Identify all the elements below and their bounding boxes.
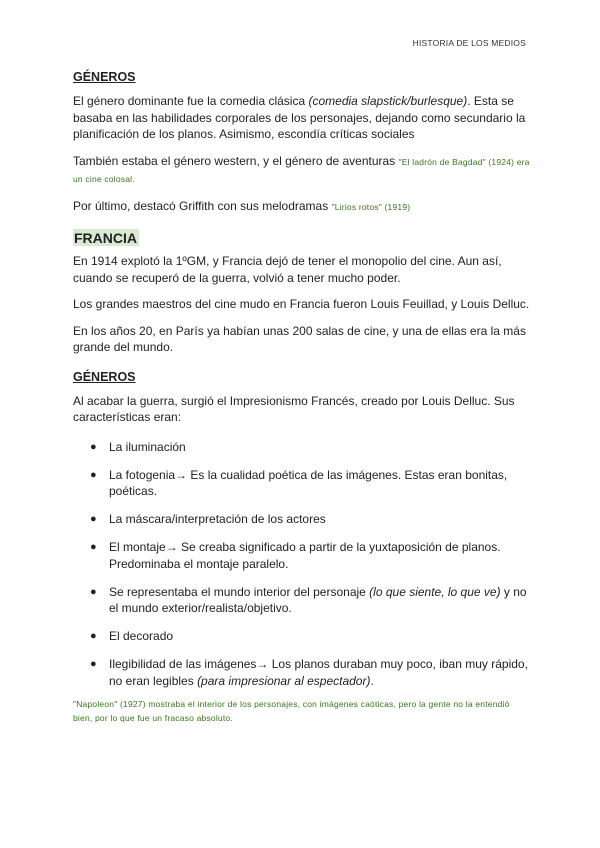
paragraph-cinemas: En los años 20, en París ya habían unas 200 salas de cine, y una de ellas era la más grande del mundo. xyxy=(73,323,526,354)
paragraph-griffith xyxy=(73,198,531,216)
text: y no el mundo exterior/realista/objetivo. xyxy=(109,584,527,615)
italic-text: (para impresionar al espectador) xyxy=(197,673,371,688)
green-note: "Lirios rotos" (1919) xyxy=(331,201,411,212)
list-item xyxy=(73,628,531,645)
text: La máscara/interpretación de los actores xyxy=(109,512,326,526)
text: . xyxy=(370,673,374,688)
text: Ilegibilidad de las imágenes→ Los planos duraban muy poco, iban muy rápido, no eran legibles xyxy=(109,657,528,688)
page-header: HISTORIA DE LOS MEDIOS xyxy=(412,38,526,48)
bullet-icon: ● xyxy=(90,658,97,670)
text: También estaba el género western, y el género de aventuras xyxy=(73,153,399,168)
list-item xyxy=(73,439,531,456)
paragraph-western xyxy=(73,153,531,188)
text: La iluminación xyxy=(109,439,186,454)
italic-text: (lo que siente, lo que ve) xyxy=(369,584,501,599)
document-body xyxy=(73,70,531,725)
text: El género dominante fue la comedia clásica xyxy=(73,94,309,108)
section-heading-generos: GÉNEROS xyxy=(73,70,136,84)
paragraph-comedy xyxy=(73,93,531,143)
paragraph-masters: Los grandes maestros del cine mudo en Francia fueron Louis Feuillad, y Louis Delluc. xyxy=(73,297,530,311)
text: El decorado xyxy=(109,629,174,643)
text: . Esta se basaba en las habilidades corporales de los personajes, dejando como secundario la planificación de los planos. Asimismo, escondía críticas sociales xyxy=(73,94,526,141)
bullet-icon: ● xyxy=(90,585,97,598)
paragraph-impresionismo: Al acabar la guerra, surgió el Impresionismo Francés, creado por Louis Delluc. Sus características eran: xyxy=(73,393,515,424)
bullet-icon: ● xyxy=(90,541,97,553)
bullet-icon: ● xyxy=(90,440,97,453)
text: Se representaba el mundo interior del personaje xyxy=(109,584,370,599)
bullet-icon: ● xyxy=(90,468,97,481)
bullet-icon: ● xyxy=(90,630,97,642)
list-item xyxy=(73,467,531,500)
paragraph-war: En 1914 explotó la 1ºGM, y Francia dejó de tener el monopolio del cine. Aun así, cuando se recuperó de la guerra, volvió a tener mucho poder. xyxy=(73,254,502,285)
list-item xyxy=(73,584,531,617)
italic-text: (comedia slapstick/burlesque) xyxy=(308,94,468,108)
text: Por último, destacó Griffith con sus melodramas xyxy=(73,198,332,213)
section-heading-francia: FRANCIA xyxy=(74,230,137,246)
list-item xyxy=(73,656,531,689)
list-item xyxy=(73,539,531,572)
bullet-icon: ● xyxy=(90,513,97,525)
section-heading-generos-2: GÉNEROS xyxy=(73,369,136,384)
text: La fotogenia→ Es la cualidad poética de las imágenes. Estas eran bonitas, poéticas. xyxy=(109,467,508,498)
green-note: "El ladrón de Bagdad" (1924) era un cine colosal. xyxy=(73,156,530,184)
characteristics-list xyxy=(73,439,531,690)
text: El montaje→ Se creaba significado a partir de la yuxtaposición de planos. Predominaba el montaje paralelo. xyxy=(109,540,501,571)
napoleon-note: "Napoleon" (1927) mostraba el interior de los personajes, con imágenes caóticas, pero la gente no la entendió bien, por lo que fue un fracaso absoluto. xyxy=(73,699,510,723)
list-item xyxy=(73,511,531,528)
